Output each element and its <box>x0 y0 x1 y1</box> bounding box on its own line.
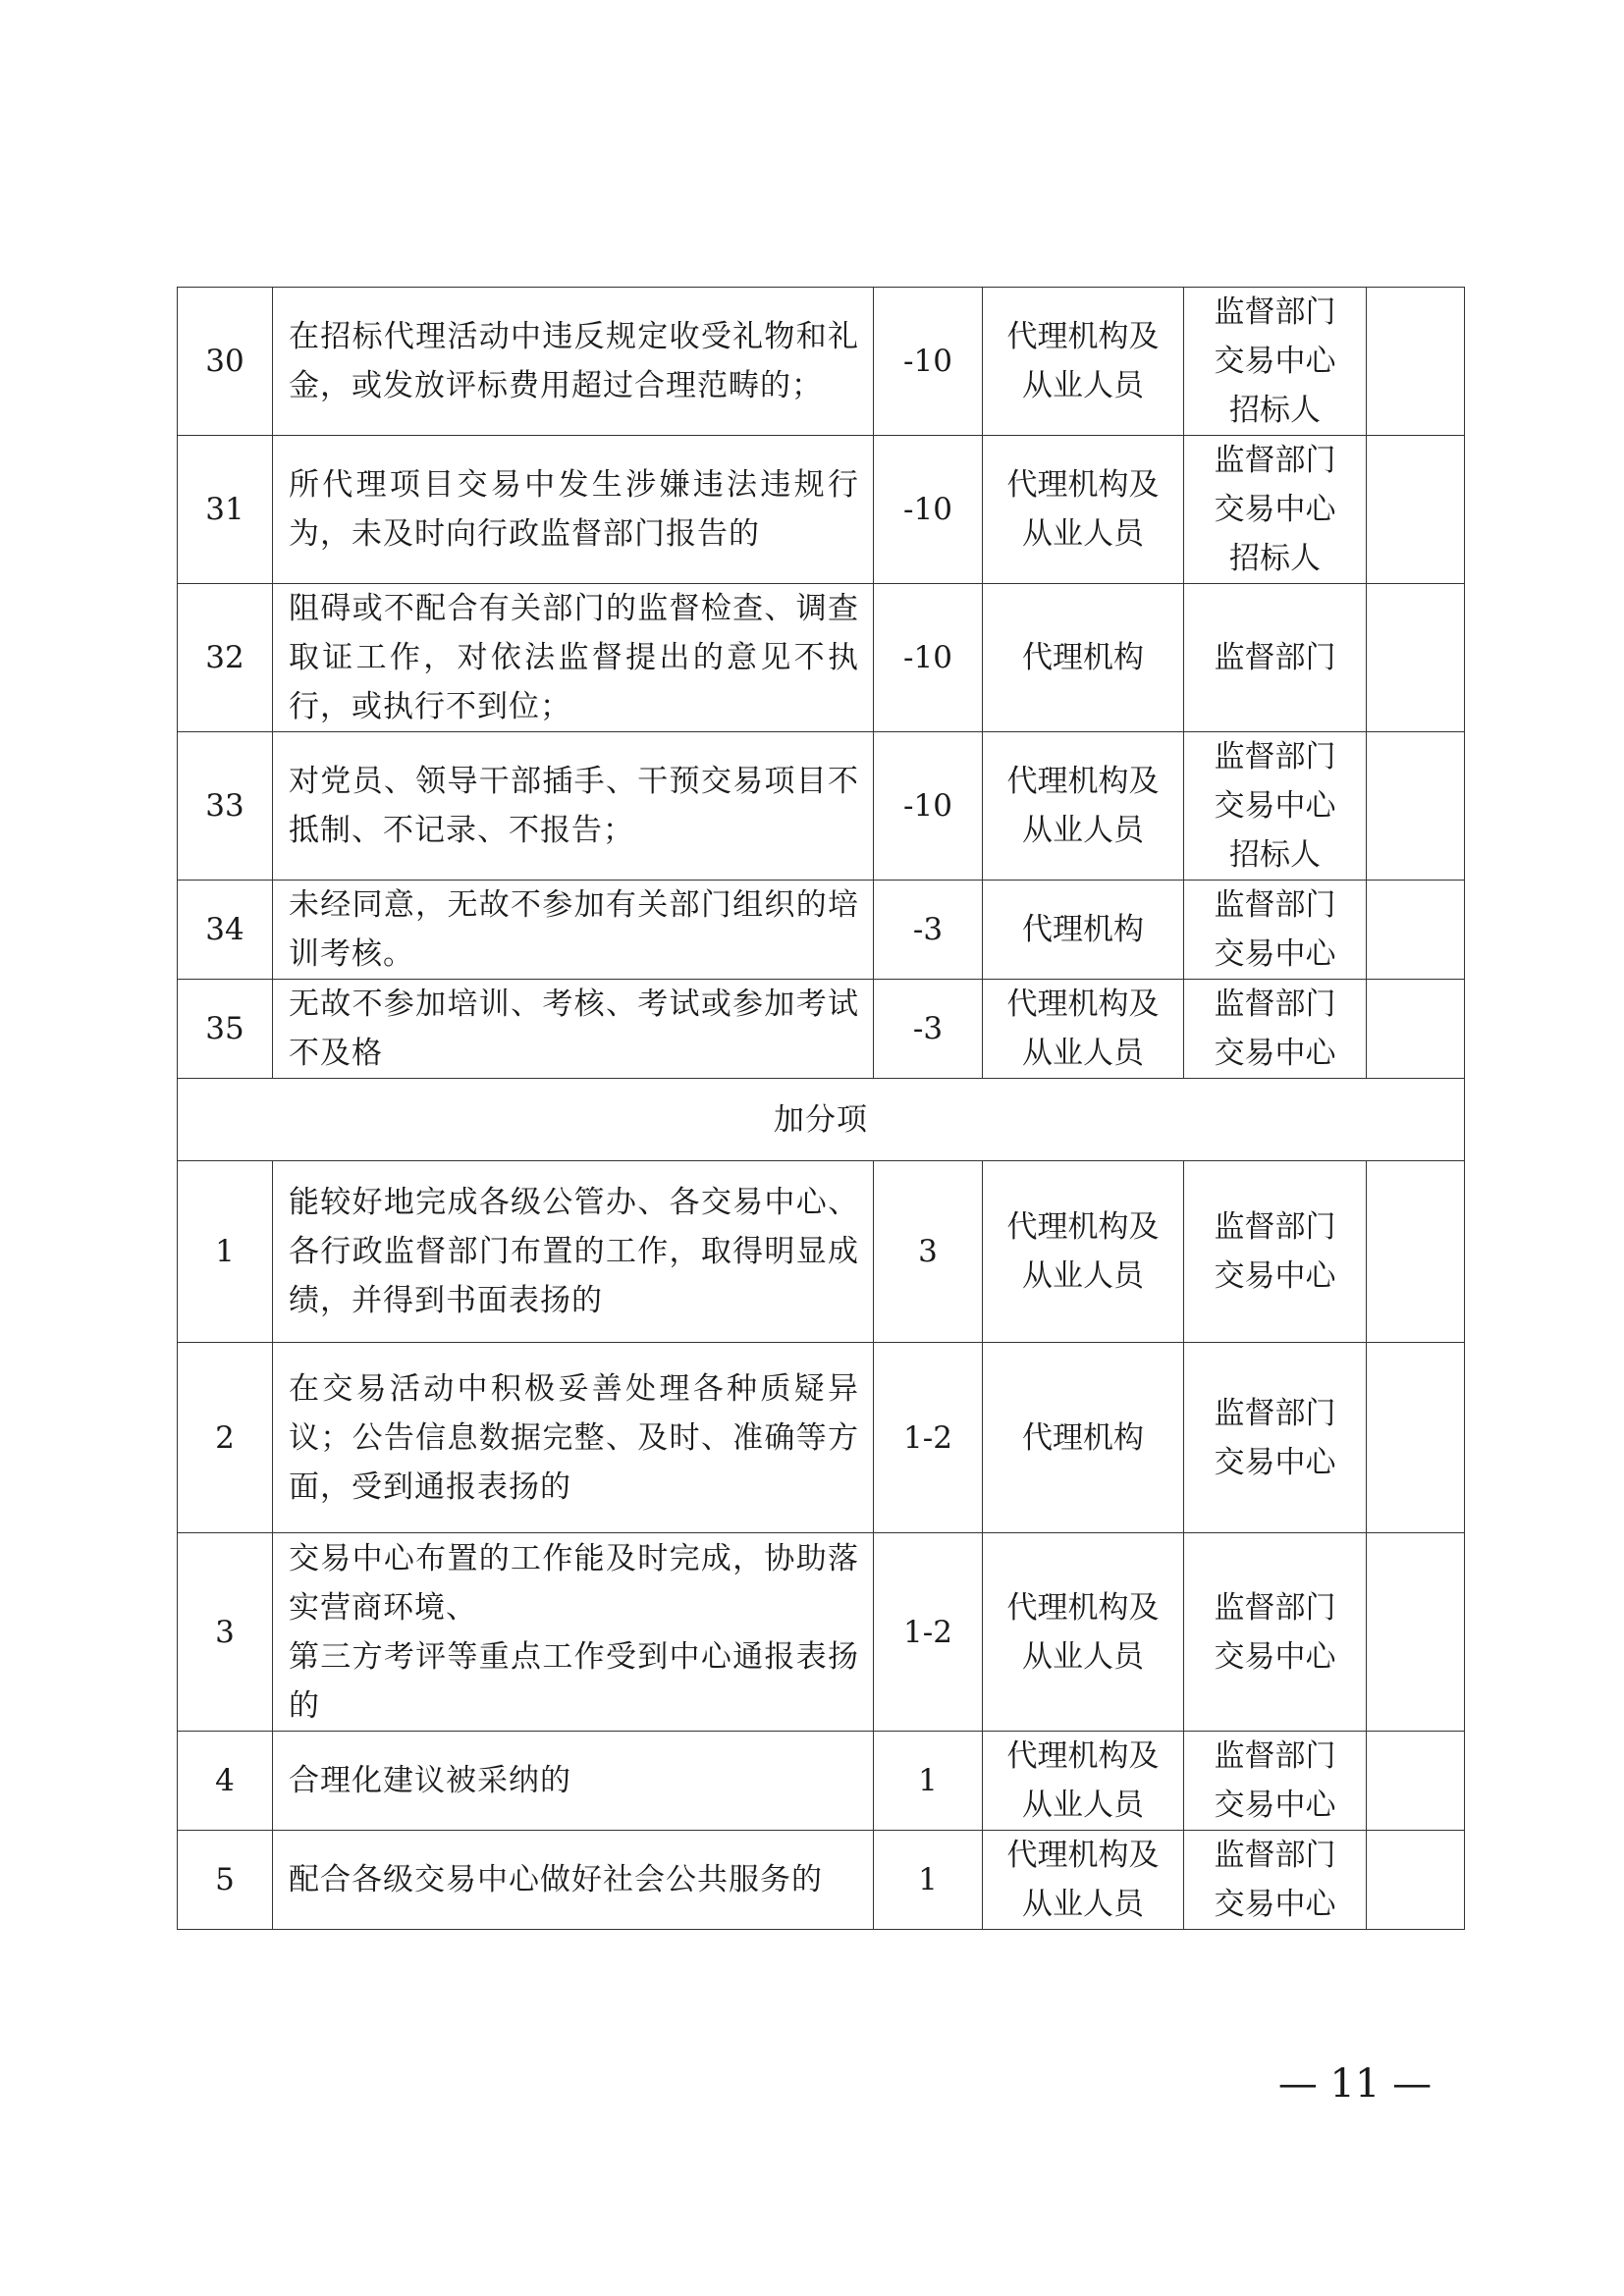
row-subject: 代理机构及 从业人员 <box>983 980 1184 1079</box>
row-subject: 代理机构及 从业人员 <box>983 1732 1184 1831</box>
row-content: 合理化建议被采纳的 <box>273 1732 874 1831</box>
row-subject: 代理机构及 从业人员 <box>983 732 1184 881</box>
row-remark <box>1367 881 1465 980</box>
row-department: 监督部门 交易中心 <box>1184 1343 1367 1533</box>
row-score: -3 <box>874 980 983 1079</box>
row-score: -10 <box>874 288 983 436</box>
row-score: -3 <box>874 881 983 980</box>
row-remark <box>1367 288 1465 436</box>
row-department: 监督部门 交易中心 招标人 <box>1184 732 1367 881</box>
row-department: 监督部门 交易中心 <box>1184 1732 1367 1831</box>
row-content: 交易中心布置的工作能及时完成，协助落实营商环境、 第三方考评等重点工作受到中心通报表扬的 <box>273 1533 874 1732</box>
row-remark <box>1367 436 1465 584</box>
row-content: 在招标代理活动中违反规定收受礼物和礼金，或发放评标费用超过合理范畴的； <box>273 288 874 436</box>
row-score: 1 <box>874 1831 983 1930</box>
row-number: 34 <box>178 881 273 980</box>
page-number: — 11 — <box>1277 2061 1433 2107</box>
row-content: 未经同意，无故不参加有关部门组织的培训考核。 <box>273 881 874 980</box>
row-subject: 代理机构及 从业人员 <box>983 1831 1184 1930</box>
row-score: -10 <box>874 436 983 584</box>
row-number: 32 <box>178 584 273 732</box>
row-score: -10 <box>874 732 983 881</box>
row-subject: 代理机构 <box>983 881 1184 980</box>
row-subject: 代理机构及 从业人员 <box>983 436 1184 584</box>
row-department: 监督部门 交易中心 招标人 <box>1184 436 1367 584</box>
row-score: -10 <box>874 584 983 732</box>
row-score: 1 <box>874 1732 983 1831</box>
row-content: 所代理项目交易中发生涉嫌违法违规行为，未及时向行政监督部门报告的 <box>273 436 874 584</box>
row-remark <box>1367 1343 1465 1533</box>
row-score: 1-2 <box>874 1533 983 1732</box>
row-number: 1 <box>178 1161 273 1343</box>
table-row <box>178 1533 1465 1732</box>
table-row <box>178 1732 1465 1831</box>
row-department: 监督部门 交易中心 <box>1184 1161 1367 1343</box>
row-department: 监督部门 交易中心 <box>1184 881 1367 980</box>
row-department: 监督部门 交易中心 招标人 <box>1184 288 1367 436</box>
row-number: 5 <box>178 1831 273 1930</box>
row-content: 配合各级交易中心做好社会公共服务的 <box>273 1831 874 1930</box>
row-remark <box>1367 732 1465 881</box>
row-score: 1-2 <box>874 1343 983 1533</box>
row-content: 在交易活动中积极妥善处理各种质疑异议；公告信息数据完整、及时、准确等方面，受到通报表扬的 <box>273 1343 874 1533</box>
row-subject: 代理机构 <box>983 584 1184 732</box>
row-remark <box>1367 1831 1465 1930</box>
row-remark <box>1367 1161 1465 1343</box>
row-number: 33 <box>178 732 273 881</box>
row-content: 阻碍或不配合有关部门的监督检查、调查取证工作，对依法监督提出的意见不执行，或执行不到位； <box>273 584 874 732</box>
row-content: 能较好地完成各级公管办、各交易中心、各行政监督部门布置的工作，取得明显成绩，并得到书面表扬的 <box>273 1161 874 1343</box>
scoring-table <box>177 287 1465 1930</box>
row-number: 2 <box>178 1343 273 1533</box>
table-row <box>178 1161 1465 1343</box>
table-row <box>178 732 1465 881</box>
row-subject: 代理机构及 从业人员 <box>983 1161 1184 1343</box>
row-score: 3 <box>874 1161 983 1343</box>
row-department: 监督部门 <box>1184 584 1367 732</box>
table-row <box>178 584 1465 732</box>
row-content: 无故不参加培训、考核、考试或参加考试不及格 <box>273 980 874 1079</box>
row-number: 4 <box>178 1732 273 1831</box>
table-row <box>178 1831 1465 1930</box>
row-remark <box>1367 1732 1465 1831</box>
row-department: 监督部门 交易中心 <box>1184 1533 1367 1732</box>
row-number: 30 <box>178 288 273 436</box>
row-remark <box>1367 980 1465 1079</box>
section-row <box>178 1079 1465 1161</box>
row-number: 3 <box>178 1533 273 1732</box>
table-row <box>178 980 1465 1079</box>
row-subject: 代理机构及 从业人员 <box>983 1533 1184 1732</box>
row-subject: 代理机构 <box>983 1343 1184 1533</box>
table-row <box>178 881 1465 980</box>
section-header: 加分项 <box>178 1079 1465 1161</box>
row-department: 监督部门 交易中心 <box>1184 1831 1367 1930</box>
row-remark <box>1367 1533 1465 1732</box>
table-row <box>178 288 1465 436</box>
table-row <box>178 1343 1465 1533</box>
row-content: 对党员、领导干部插手、干预交易项目不抵制、不记录、不报告； <box>273 732 874 881</box>
row-number: 31 <box>178 436 273 584</box>
table-row <box>178 436 1465 584</box>
row-department: 监督部门 交易中心 <box>1184 980 1367 1079</box>
row-subject: 代理机构及 从业人员 <box>983 288 1184 436</box>
row-number: 35 <box>178 980 273 1079</box>
row-remark <box>1367 584 1465 732</box>
